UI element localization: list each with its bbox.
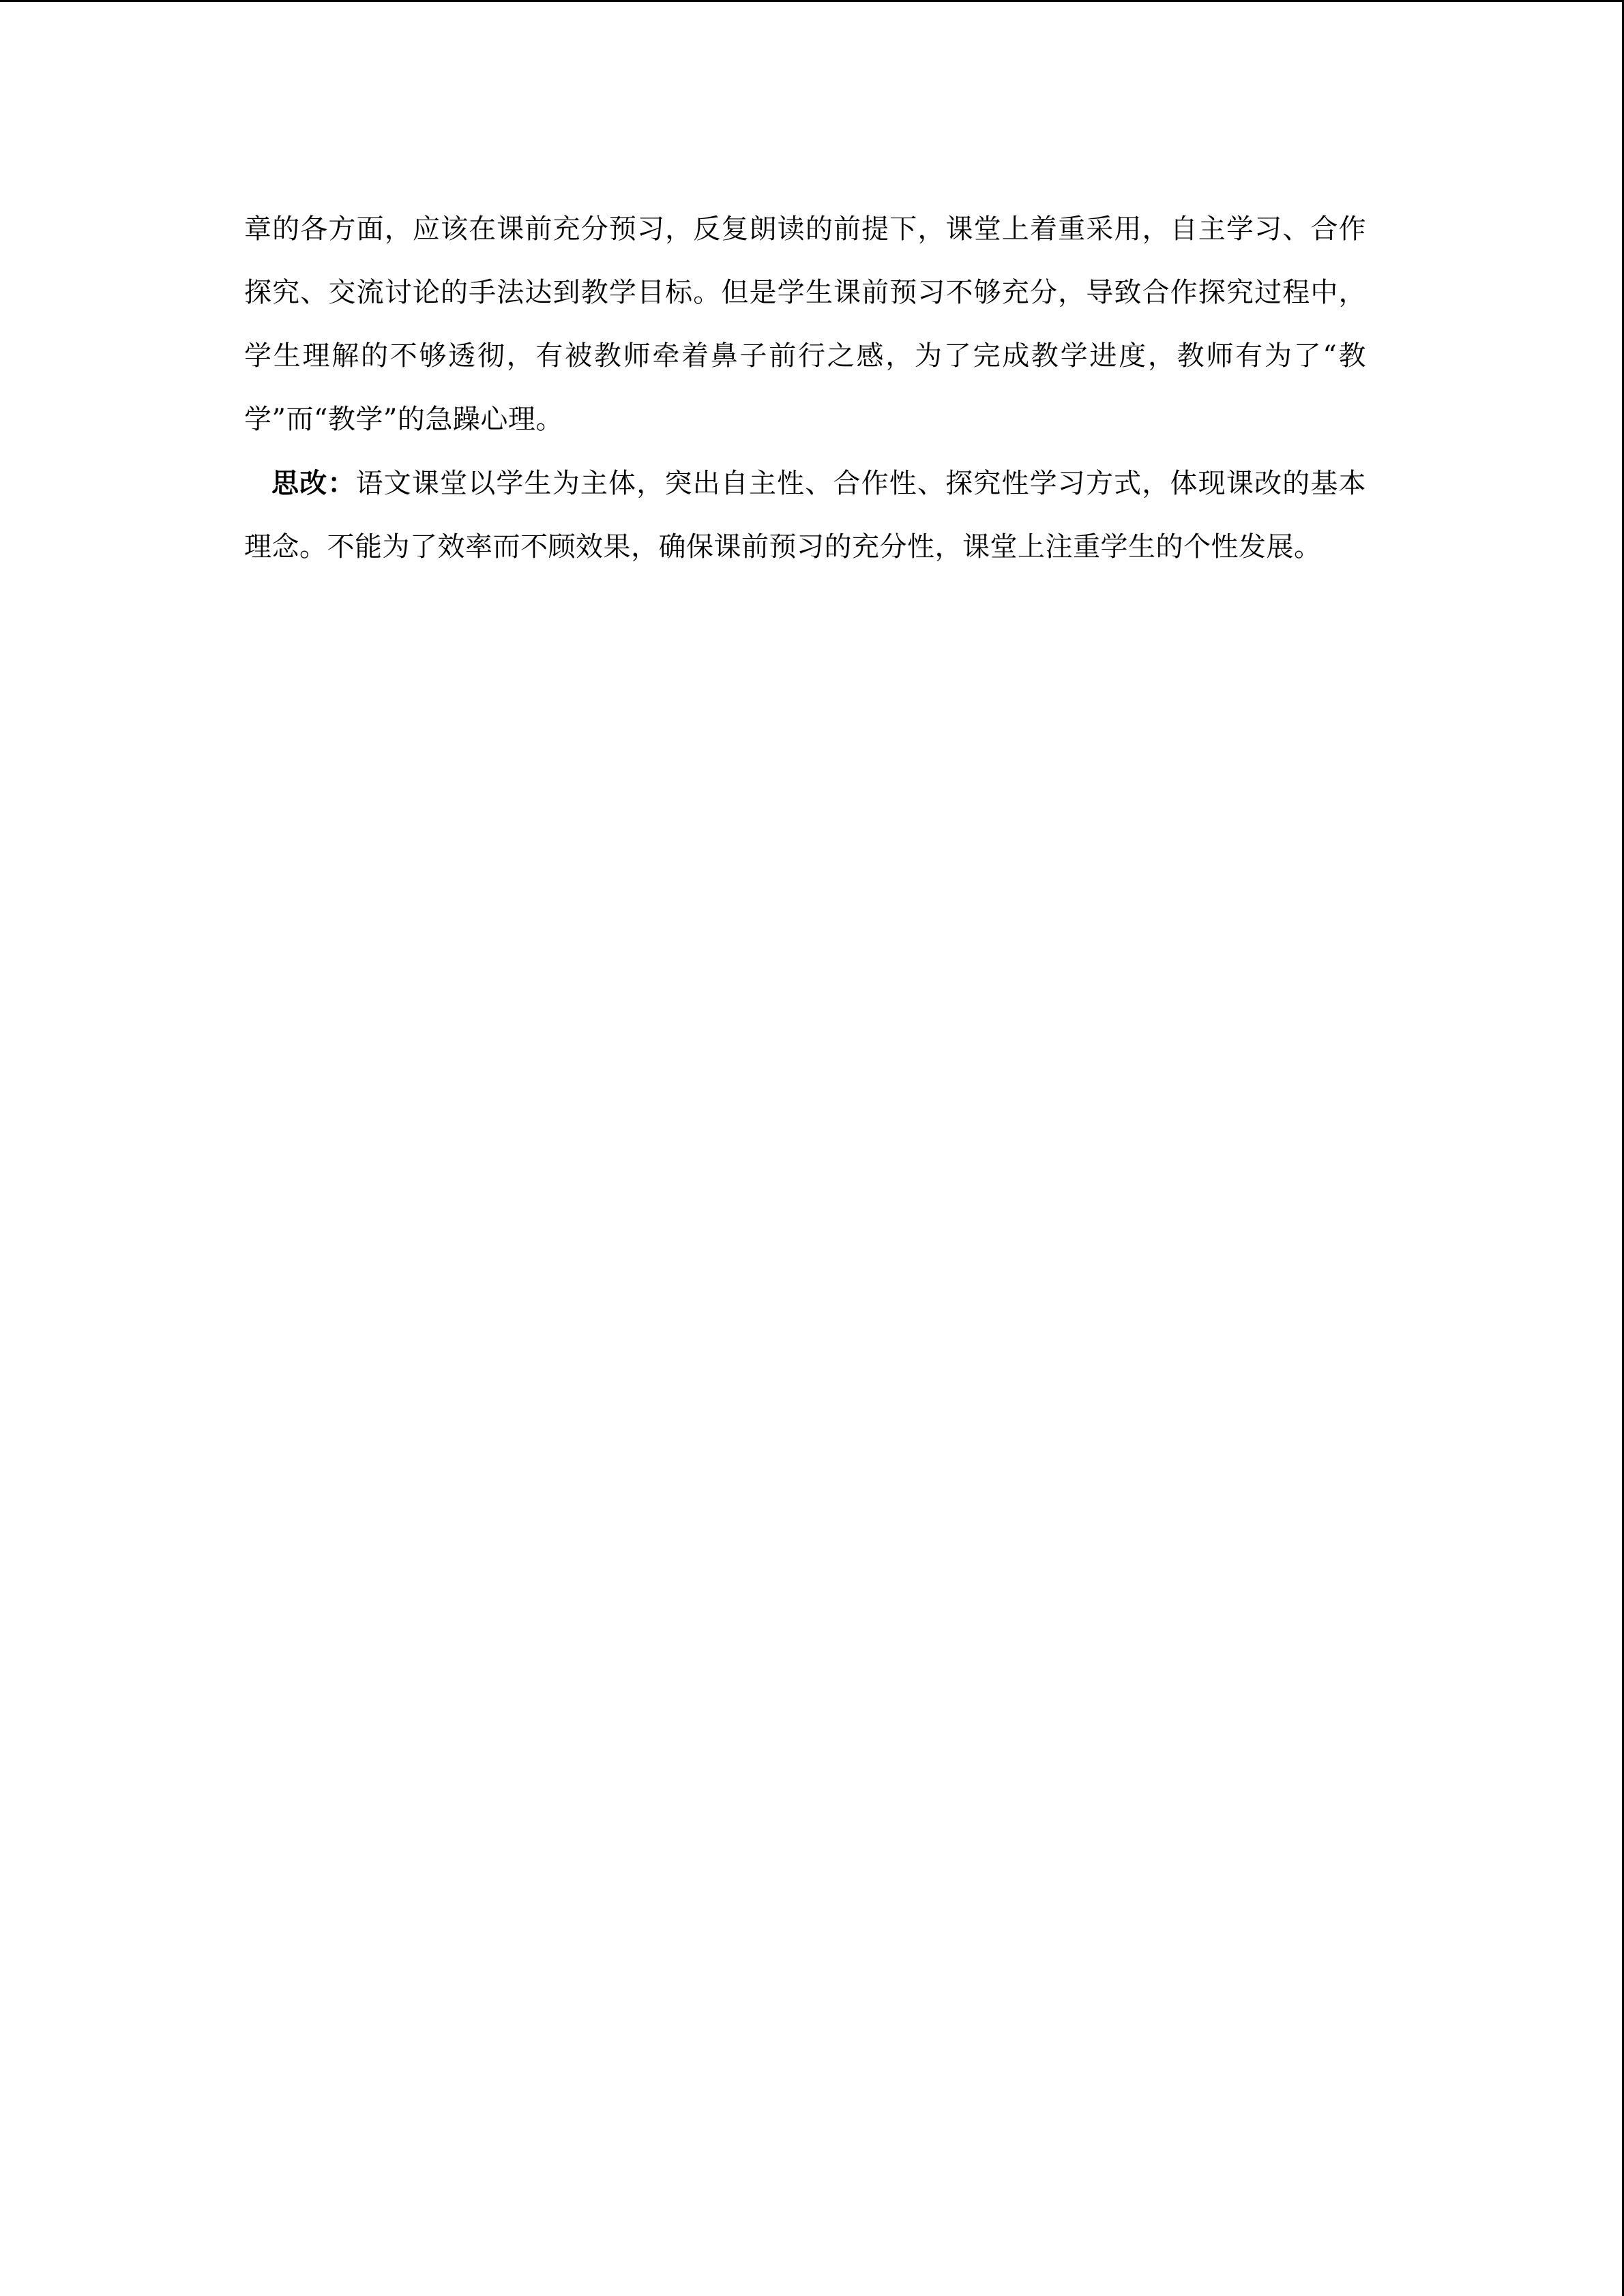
paragraph-reflection: 章的各方面，应该在课前充分预习，反复朗读的前提下，课堂上着重采用，自主学习、合作探究、交流讨论的手法达到教学目标。但是学生课前预习不够充分，导致合作探究过程中，学生理解的不够透彻，有被教师牵着鼻子前行之感，为了完成教学进度，教师有为了“教学”而“教学”的急躁心理。 (244, 213, 1366, 435)
improvement-label: 思改： (271, 467, 356, 499)
document-body (244, 198, 1366, 579)
paragraph-improvement (244, 451, 1366, 579)
improvement-text: 语文课堂以学生为主体，突出自主性、合作性、探究性学习方式，体现课改的基本理念。不能为了效率而不顾效果，确保课前预习的充分性，课堂上注重学生的个性发展。 (244, 468, 1367, 563)
page-border-top (0, 0, 1624, 2)
